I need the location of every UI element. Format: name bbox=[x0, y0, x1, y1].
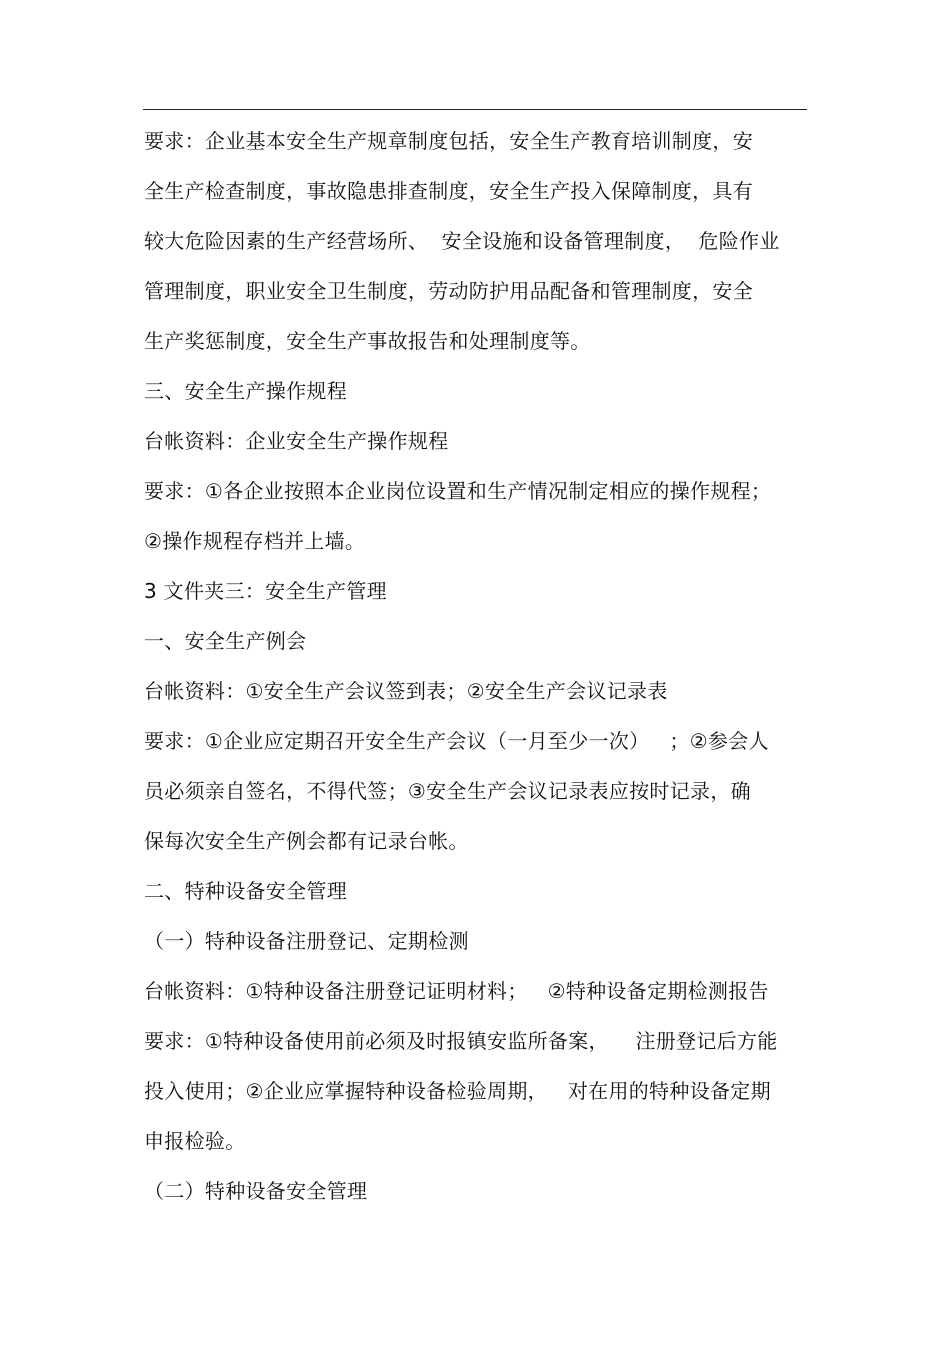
paragraph-line: 要求：企业基本安全生产规章制度包括，安全生产教育培训制度，安 bbox=[144, 129, 753, 153]
paragraph-line: 申报检验。 bbox=[144, 1129, 246, 1153]
paragraph-line: 较大危险因素的生产经营场所、 安全设施和设备管理制度， 危险作业 bbox=[144, 229, 780, 253]
paragraph-line: 全生产检查制度，事故隐患排查制度，安全生产投入保障制度，具有 bbox=[144, 179, 753, 203]
paragraph-line: 台帐资料：①安全生产会议签到表；②安全生产会议记录表 bbox=[144, 679, 668, 703]
paragraph-line: 投入使用；②企业应掌握特种设备检验周期， 对在用的特种设备定期 bbox=[144, 1079, 771, 1103]
paragraph-line: 台帐资料：①特种设备注册登记证明材料； ②特种设备定期检测报告 bbox=[144, 979, 769, 1003]
paragraph-line: 生产奖惩制度，安全生产事故报告和处理制度等。 bbox=[144, 329, 591, 353]
subsection-heading: （一）特种设备注册登记、定期检测 bbox=[144, 929, 469, 953]
paragraph-line: 员必须亲自签名，不得代签；③安全生产会议记录表应按时记录，确 bbox=[144, 779, 751, 803]
paragraph-line: 管理制度，职业安全卫生制度，劳动防护用品配备和管理制度，安全 bbox=[144, 279, 753, 303]
section-heading: 一、安全生产例会 bbox=[144, 629, 307, 653]
subsection-heading: （二）特种设备安全管理 bbox=[144, 1179, 368, 1203]
paragraph-line: 台帐资料：企业安全生产操作规程 bbox=[144, 429, 449, 453]
paragraph-line: 要求：①企业应定期召开安全生产会议（一月至少一次） ；②参会人 bbox=[144, 729, 769, 753]
folder-heading: 3 文件夹三：安全生产管理 bbox=[144, 579, 387, 603]
paragraph-line: 保每次安全生产例会都有记录台帐。 bbox=[144, 829, 469, 853]
section-heading: 二、特种设备安全管理 bbox=[144, 879, 347, 903]
paragraph-line: 要求：①各企业按照本企业岗位设置和生产情况制定相应的操作规程； bbox=[144, 479, 772, 503]
header-rule bbox=[143, 109, 807, 110]
paragraph-line: 要求：①特种设备使用前必须及时报镇安监所备案， 注册登记后方能 bbox=[144, 1029, 778, 1053]
paragraph-line: ②操作规程存档并上墙。 bbox=[144, 529, 366, 553]
section-heading: 三、安全生产操作规程 bbox=[144, 379, 347, 403]
